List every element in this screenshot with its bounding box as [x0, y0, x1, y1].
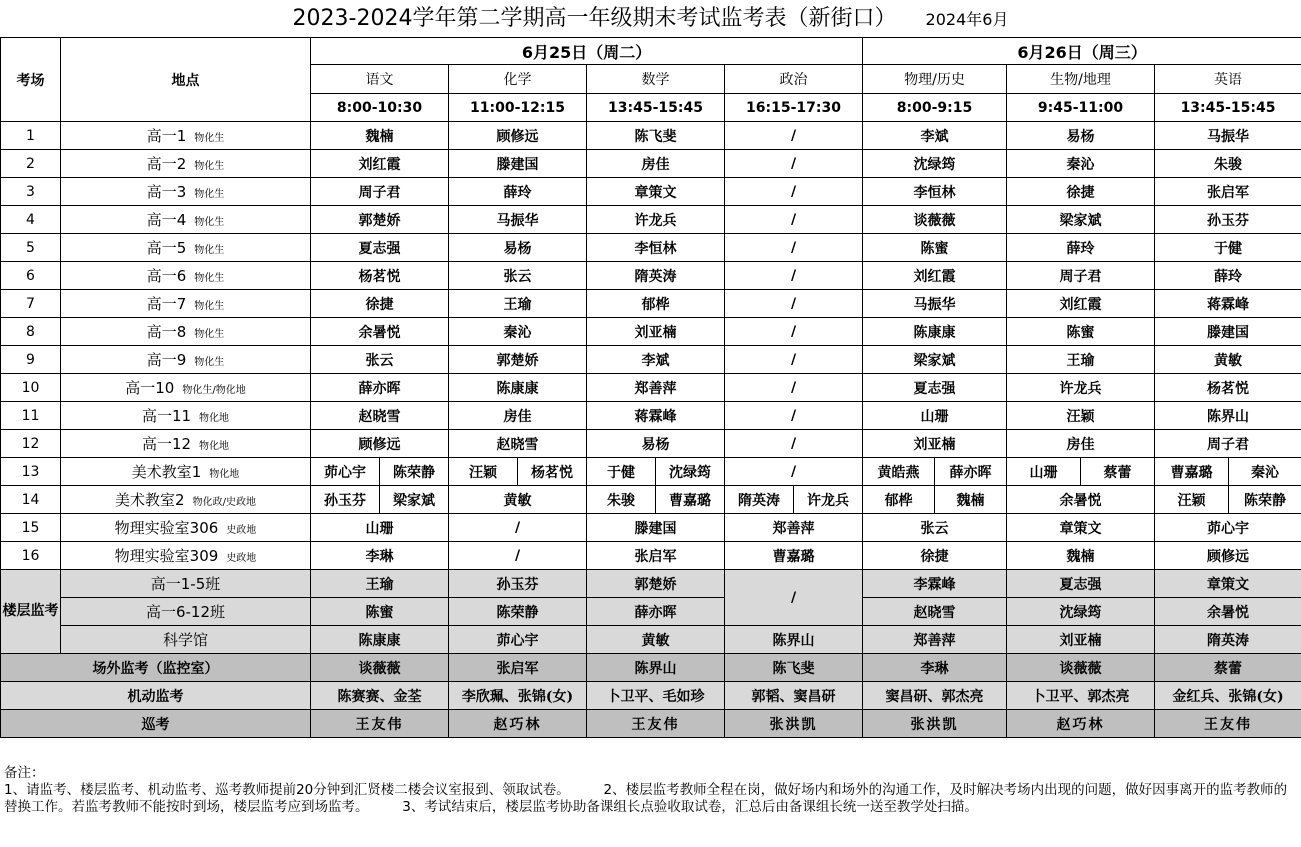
invigilator-cell: 李琳	[863, 654, 1007, 682]
invigilator-cell: 刘红霞	[863, 262, 1007, 290]
invigilator-cell: 刘亚楠	[863, 430, 1007, 458]
invigilator-cell: 魏楠	[1007, 542, 1155, 570]
room-number: 12	[1, 430, 61, 458]
invigilator-cell: 薛玲	[1155, 262, 1301, 290]
invigilator-cell: 黄敏	[587, 626, 725, 654]
location-header: 地点	[61, 38, 311, 122]
invigilator-cell: /	[725, 262, 863, 290]
invigilator-cell: 易杨	[587, 430, 725, 458]
location-tag: 物化生/物化地	[182, 385, 246, 396]
invigilator-cell: 陈蜜	[1007, 318, 1155, 346]
invigilator-cell: 张云	[311, 346, 449, 374]
notes-block	[4, 765, 1300, 816]
location-class: 高一7	[146, 295, 187, 313]
subject-header: 语文	[311, 65, 449, 94]
invigilator-cell: /	[725, 206, 863, 234]
invigilator-cell: 山珊	[863, 402, 1007, 430]
table-row	[1, 178, 1301, 206]
invigilator-cell: 李斌	[587, 346, 725, 374]
invigilator-cell: 卜卫平、毛如珍	[587, 682, 725, 710]
notes-heading: 备注：	[4, 765, 45, 781]
invigilator-cell: 房佳	[449, 402, 587, 430]
invigilator-cell: 李霖峰	[863, 570, 1007, 598]
invigilator-cell: /	[725, 430, 863, 458]
invigilator-cell: 徐捷	[863, 542, 1007, 570]
invigilator-cell: 梁家斌	[380, 486, 449, 514]
invigilator-cell: 薛亦晖	[311, 374, 449, 402]
subject-header: 生物/地理	[1007, 65, 1155, 94]
floor-location: 高一6-12班	[61, 598, 311, 626]
invigilator-cell: 张启军	[1155, 178, 1301, 206]
table-row	[1, 374, 1301, 402]
title-text: 2023-2024学年第二学期高一年级期末考试监考表（新街口）	[292, 6, 897, 31]
invigilator-cell: 梁家斌	[1007, 206, 1155, 234]
invigilator-cell: 谈薇薇	[863, 206, 1007, 234]
room-number: 1	[1, 122, 61, 150]
table-row	[1, 514, 1301, 542]
location-tag: 物化地	[209, 469, 240, 480]
invigilator-cell: 顾修远	[449, 122, 587, 150]
table-row	[1, 598, 1301, 626]
invigilator-cell: 沈绿筠	[1007, 598, 1155, 626]
invigilator-cell: 夏志强	[311, 234, 449, 262]
invigilator-cell: 郑善萍	[863, 626, 1007, 654]
location-class: 高一9	[146, 351, 187, 369]
invigilator-cell: 隋英涛	[1155, 626, 1301, 654]
location-tag: 物化生	[194, 245, 225, 256]
invigilator-cell: /	[725, 122, 863, 150]
invigilator-cell: 山珊	[311, 514, 449, 542]
invigilator-cell: 汪颖	[1007, 402, 1155, 430]
slash-cell: /	[725, 570, 863, 626]
location-cell	[61, 318, 311, 346]
location-tag: 物化政/史政地	[192, 497, 256, 508]
invigilator-cell: 郭楚娇	[587, 570, 725, 598]
invigilator-cell: 薛玲	[1007, 234, 1155, 262]
invigilator-cell: 黄皓燕	[863, 458, 935, 486]
invigilator-cell: 张启军	[449, 654, 587, 682]
invigilator-cell: 刘红霞	[1007, 290, 1155, 318]
invigilator-cell: 茆心宇	[449, 626, 587, 654]
location-tag: 物化生	[194, 357, 225, 368]
invigilator-cell: 沈绿筠	[656, 458, 725, 486]
invigilator-cell: 房佳	[587, 150, 725, 178]
invigilator-cell: 杨茗悦	[311, 262, 449, 290]
location-cell	[61, 346, 311, 374]
invigilator-cell: 陈康康	[449, 374, 587, 402]
invigilator-cell: 王友伟	[311, 710, 449, 738]
invigilator-cell: 李恒林	[587, 234, 725, 262]
time-header: 16:15-17:30	[725, 94, 863, 122]
invigilator-cell: 薛玲	[449, 178, 587, 206]
location-class: 物理实验室306	[114, 519, 219, 537]
invigilator-cell: 徐捷	[311, 290, 449, 318]
invigilator-cell: 谈薇薇	[1007, 654, 1155, 682]
subject-header: 化学	[449, 65, 587, 94]
invigilator-cell: 陈荣静	[1229, 486, 1301, 514]
invigilator-cell: 汪颖	[449, 458, 518, 486]
invigilator-cell: /	[725, 318, 863, 346]
location-tag: 物化地	[199, 413, 230, 424]
invigilator-cell: 秦沁	[1007, 150, 1155, 178]
invigilator-cell: 陈界山	[1155, 402, 1301, 430]
invigilator-cell: 于健	[1155, 234, 1301, 262]
table-row	[1, 570, 1301, 598]
invigilator-cell: 赵晓雪	[311, 402, 449, 430]
invigilator-cell: 张云	[863, 514, 1007, 542]
invigilator-cell: 王瑜	[449, 290, 587, 318]
location-class: 美术教室1	[131, 463, 202, 481]
invigilator-cell: 张洪凯	[725, 710, 863, 738]
invigilator-cell: 山珊	[1007, 458, 1081, 486]
invigilator-cell: 顾修远	[311, 430, 449, 458]
invigilator-cell: 卜卫平、郭杰亮	[1007, 682, 1155, 710]
invigilator-cell: 蒋霖峰	[1155, 290, 1301, 318]
invigilator-cell: 李恒林	[863, 178, 1007, 206]
invigilator-cell: 周子君	[1155, 430, 1301, 458]
invigilator-cell: 马振华	[863, 290, 1007, 318]
invigilator-cell: 孙玉芬	[311, 486, 380, 514]
invigilator-cell: 黄敏	[449, 486, 587, 514]
invigilator-cell: 蔡蕾	[1081, 458, 1155, 486]
location-cell	[61, 430, 311, 458]
invigilation-table	[0, 37, 1301, 738]
room-number: 15	[1, 514, 61, 542]
room-number: 3	[1, 178, 61, 206]
room-number: 7	[1, 290, 61, 318]
table-row	[1, 430, 1301, 458]
invigilator-cell: 房佳	[1007, 430, 1155, 458]
invigilator-cell: 余暑悦	[1007, 486, 1155, 514]
location-tag: 史政地	[226, 553, 257, 564]
invigilator-cell: 章策文	[587, 178, 725, 206]
invigilator-cell: 郭楚娇	[311, 206, 449, 234]
invigilator-cell: /	[725, 346, 863, 374]
subject-header: 物理/历史	[863, 65, 1007, 94]
table-row	[1, 486, 1301, 514]
invigilator-cell: 朱骏	[1155, 150, 1301, 178]
invigilator-cell: /	[725, 178, 863, 206]
invigilator-cell: /	[449, 542, 587, 570]
location-tag: 物化生	[194, 161, 225, 172]
invigilator-cell: 赵巧林	[1007, 710, 1155, 738]
invigilator-cell: 滕建国	[1155, 318, 1301, 346]
invigilator-cell: 陈飞斐	[725, 654, 863, 682]
invigilator-cell: 茆心宇	[311, 458, 380, 486]
location-class: 美术教室2	[115, 491, 185, 509]
invigilator-cell: /	[725, 458, 863, 486]
invigilator-cell: 顾修远	[1155, 542, 1301, 570]
room-number: 5	[1, 234, 61, 262]
invigilator-cell: 孙玉芬	[1155, 206, 1301, 234]
invigilator-cell: 沈绿筠	[863, 150, 1007, 178]
invigilator-cell: 王瑜	[1007, 346, 1155, 374]
location-cell	[61, 150, 311, 178]
invigilator-cell: 刘亚楠	[587, 318, 725, 346]
table-row	[1, 542, 1301, 570]
invigilator-cell: 张云	[449, 262, 587, 290]
location-tag: 物化生	[194, 301, 225, 312]
table-row	[1, 458, 1301, 486]
page-title	[0, 0, 1301, 38]
table-row	[1, 402, 1301, 430]
time-header: 9:45-11:00	[1007, 94, 1155, 122]
invigilator-cell: 滕建国	[587, 514, 725, 542]
room-number: 2	[1, 150, 61, 178]
invigilator-cell: 薛亦晖	[587, 598, 725, 626]
invigilator-cell: 李欣珮、张锦(女)	[449, 682, 587, 710]
mobile-label: 机动监考	[1, 682, 311, 710]
invigilator-cell: 陈蜜	[311, 598, 449, 626]
table-row	[1, 262, 1301, 290]
table-row	[1, 710, 1301, 738]
invigilator-cell: 陈荣静	[449, 598, 587, 626]
title-month: 2024年6月	[925, 10, 1009, 29]
invigilator-cell: 易杨	[1007, 122, 1155, 150]
invigilator-cell: 孙玉芬	[449, 570, 587, 598]
invigilator-cell: 茆心宇	[1155, 514, 1301, 542]
invigilator-cell: 陈康康	[863, 318, 1007, 346]
invigilator-cell: 魏楠	[311, 122, 449, 150]
invigilator-cell: 马振华	[1155, 122, 1301, 150]
table-row	[1, 38, 1301, 65]
table-row	[1, 654, 1301, 682]
invigilator-cell: 薛亦晖	[935, 458, 1007, 486]
invigilator-cell: 蔡蕾	[1155, 654, 1301, 682]
location-cell	[61, 234, 311, 262]
table-row	[1, 206, 1301, 234]
invigilator-cell: 郁桦	[587, 290, 725, 318]
invigilator-cell: 郁桦	[863, 486, 935, 514]
time-header: 13:45-15:45	[1155, 94, 1301, 122]
invigilator-cell: 蒋霖峰	[587, 402, 725, 430]
day2-header: 6月26日（周三）	[863, 38, 1301, 65]
invigilator-cell: 郑善萍	[587, 374, 725, 402]
location-cell	[61, 290, 311, 318]
room-header: 考场	[1, 38, 61, 122]
invigilator-cell: 周子君	[311, 178, 449, 206]
invigilator-cell: 赵巧林	[449, 710, 587, 738]
location-tag: 物化生	[194, 273, 225, 284]
notes-body: 1、请监考、楼层监考、机动监考、巡考教师提前20分钟到汇贤楼二楼会议室报到、领取试卷。 2、楼层监考教师全程在岗，做好场内和场外的沟通工作，及时解决考场内出现的问题，做好因事离开的监考教师的替换工作。若监考教师不能按时到场，楼层监考应到场监考。 3、考试结束后，楼层监考协助备课组长点验收取试卷，汇总后由备课组长统一送至教学处扫描。	[4, 782, 1288, 815]
invigilator-cell: /	[449, 514, 587, 542]
invigilator-cell: 章策文	[1155, 570, 1301, 598]
subject-header: 数学	[587, 65, 725, 94]
table-row	[1, 122, 1301, 150]
location-cell	[61, 178, 311, 206]
invigilator-cell: 徐捷	[1007, 178, 1155, 206]
location-cell	[61, 458, 311, 486]
invigilator-cell: 陈飞斐	[587, 122, 725, 150]
location-cell	[61, 402, 311, 430]
invigilator-cell: 谈薇薇	[311, 654, 449, 682]
location-class: 高一2	[146, 155, 187, 173]
room-number: 13	[1, 458, 61, 486]
table-row	[1, 234, 1301, 262]
invigilator-cell: 张洪凯	[863, 710, 1007, 738]
invigilator-cell: 陈界山	[587, 654, 725, 682]
invigilator-cell: 许龙兵	[587, 206, 725, 234]
day1-header: 6月25日（周二）	[311, 38, 863, 65]
invigilator-cell: 隋英涛	[587, 262, 725, 290]
invigilator-cell: 刘红霞	[311, 150, 449, 178]
invigilator-cell: 易杨	[449, 234, 587, 262]
location-class: 高一4	[146, 211, 187, 229]
location-tag: 史政地	[226, 525, 257, 536]
invigilator-cell: 秦沁	[1229, 458, 1301, 486]
invigilator-cell: /	[725, 234, 863, 262]
invigilator-cell: 陈界山	[725, 626, 863, 654]
invigilator-cell: 金红兵、张锦(女)	[1155, 682, 1301, 710]
room-number: 11	[1, 402, 61, 430]
invigilator-cell: 曹嘉璐	[1155, 458, 1229, 486]
invigilator-cell: 曹嘉璐	[656, 486, 725, 514]
invigilator-cell: 汪颖	[1155, 486, 1229, 514]
invigilator-cell: 刘亚楠	[1007, 626, 1155, 654]
invigilator-cell: /	[725, 150, 863, 178]
invigilator-cell: 周子君	[1007, 262, 1155, 290]
invigilator-cell: 余暑悦	[311, 318, 449, 346]
invigilator-cell: 王瑜	[311, 570, 449, 598]
location-cell	[61, 206, 311, 234]
location-class: 高一8	[146, 323, 187, 341]
invigilator-cell: 秦沁	[449, 318, 587, 346]
invigilator-cell: 夏志强	[863, 374, 1007, 402]
invigilator-cell: 郭楚娇	[449, 346, 587, 374]
invigilator-cell: 郭韬、窦昌研	[725, 682, 863, 710]
location-tag: 物化生	[194, 189, 225, 200]
invigilator-cell: 窦昌研、郭杰亮	[863, 682, 1007, 710]
invigilator-cell: 王友伟	[587, 710, 725, 738]
location-tag: 物化地	[199, 441, 230, 452]
room-number: 6	[1, 262, 61, 290]
invigilator-cell: /	[725, 402, 863, 430]
invigilator-cell: 夏志强	[1007, 570, 1155, 598]
location-class: 高一1	[146, 127, 187, 145]
invigilator-cell: 陈荣静	[380, 458, 449, 486]
location-class: 高一11	[141, 407, 192, 425]
invigilator-cell: 陈蜜	[863, 234, 1007, 262]
invigilator-cell: 许龙兵	[794, 486, 863, 514]
time-header: 8:00-9:15	[863, 94, 1007, 122]
table-row	[1, 150, 1301, 178]
room-number: 9	[1, 346, 61, 374]
floor-location: 科学馆	[61, 626, 311, 654]
location-class: 高一12	[141, 435, 192, 453]
room-number: 16	[1, 542, 61, 570]
location-class: 高一10	[125, 379, 175, 397]
invigilator-cell: 赵晓雪	[863, 598, 1007, 626]
location-class: 高一3	[146, 183, 187, 201]
location-cell	[61, 486, 311, 514]
invigilator-cell: 梁家斌	[863, 346, 1007, 374]
invigilator-cell: 余暑悦	[1155, 598, 1301, 626]
invigilator-cell: 赵晓雪	[449, 430, 587, 458]
invigilator-cell: 朱骏	[587, 486, 656, 514]
time-header: 8:00-10:30	[311, 94, 449, 122]
floor-location: 高一1-5班	[61, 570, 311, 598]
invigilator-cell: 马振华	[449, 206, 587, 234]
table-row	[1, 290, 1301, 318]
location-class: 高一6	[146, 267, 187, 285]
time-header: 11:00-12:15	[449, 94, 587, 122]
patrol-label: 巡考	[1, 710, 311, 738]
room-number: 14	[1, 486, 61, 514]
time-header: 13:45-15:45	[587, 94, 725, 122]
invigilator-cell: /	[725, 374, 863, 402]
subject-header: 英语	[1155, 65, 1301, 94]
location-cell	[61, 542, 311, 570]
invigilator-cell: 隋英涛	[725, 486, 794, 514]
invigilator-cell: 滕建国	[449, 150, 587, 178]
table-row	[1, 346, 1301, 374]
room-number: 10	[1, 374, 61, 402]
invigilator-cell: 郑善萍	[725, 514, 863, 542]
subject-header: 政治	[725, 65, 863, 94]
invigilator-cell: 李琳	[311, 542, 449, 570]
location-tag: 物化生	[194, 217, 225, 228]
outside-label: 场外监考（监控室）	[1, 654, 311, 682]
invigilator-cell: 杨茗悦	[1155, 374, 1301, 402]
location-tag: 物化生	[194, 133, 225, 144]
invigilator-cell: 于健	[587, 458, 656, 486]
table-row	[1, 682, 1301, 710]
invigilator-cell: 王友伟	[1155, 710, 1301, 738]
invigilator-cell: 陈康康	[311, 626, 449, 654]
table-row	[1, 626, 1301, 654]
invigilator-cell: 陈赛赛、金荃	[311, 682, 449, 710]
location-class: 高一5	[146, 239, 187, 257]
invigilator-cell: 许龙兵	[1007, 374, 1155, 402]
room-number: 8	[1, 318, 61, 346]
location-cell	[61, 122, 311, 150]
location-class: 物理实验室309	[114, 547, 219, 565]
location-cell	[61, 374, 311, 402]
invigilator-cell: 张启军	[587, 542, 725, 570]
invigilator-cell: /	[725, 290, 863, 318]
invigilator-cell: 黄敏	[1155, 346, 1301, 374]
invigilator-cell: 魏楠	[935, 486, 1007, 514]
invigilator-cell: 李斌	[863, 122, 1007, 150]
invigilator-cell: 杨茗悦	[518, 458, 587, 486]
room-number: 4	[1, 206, 61, 234]
location-tag: 物化生	[194, 329, 225, 340]
invigilator-cell: 章策文	[1007, 514, 1155, 542]
location-cell	[61, 262, 311, 290]
invigilator-cell: 曹嘉璐	[725, 542, 863, 570]
table-row	[1, 318, 1301, 346]
location-cell	[61, 514, 311, 542]
floor-label: 楼层监考	[1, 570, 61, 654]
